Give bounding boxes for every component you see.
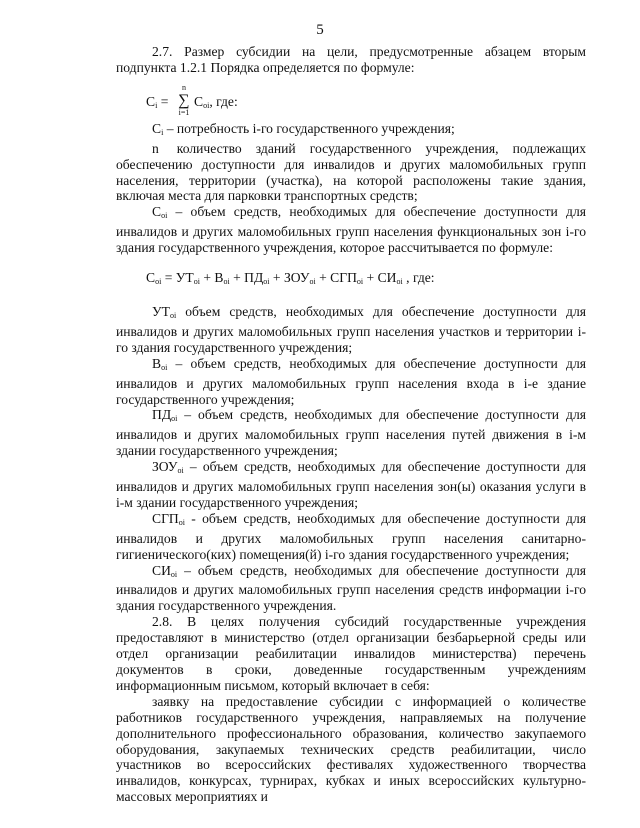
paragraph-2-8: 2.8. В целях получения субсидий государственные учреждения предоставляют в министерство (отдел организации безбарьерной среды или отдел организации реабилитации инвалидов министерства) перечень документов в сроки, доведенные государственным учреждениям информационным письмом, который включает в себя:: [116, 614, 586, 693]
definition-si: $СИ_{oi}$ – объем средств, необходимых для обеспечение доступности для инвалидов и других маломобильных групп населения средств информации i-го здания государственного учреждения.: [116, 562, 586, 614]
page-number: 5: [316, 22, 324, 38]
formula-ci-rhs: $C_{oi}$, где:: [194, 93, 238, 110]
definition-ci: $C_i$ – потребность i-го государственного учреждения;: [152, 120, 455, 137]
definition-ut: $УТ_{oi}$ объем средств, необходимых для обеспечение доступности для инвалидов и других маломобильных групп населения участков и территории i-го здания государственного учреждения;: [116, 303, 586, 355]
formula-ci: [146, 83, 586, 117]
definition-v: $В_{oi}$ – объем средств, необходимых для обеспечение доступности для инвалидов и других маломобильных групп населения входа в i-е здание государственного учреждения;: [116, 355, 586, 407]
document-body: [116, 44, 586, 805]
formula-ci-lhs: $C_i$ =: [146, 93, 169, 110]
definition-pd: $ПД_{oi}$ – объем средств, необходимых для обеспечение доступности для инвалидов и других маломобильных групп населения путей движения в i-м здании государственного учреждения;: [116, 407, 586, 459]
definition-sgp: $СГП_{oi}$ - объем средств, необходимых для обеспечение доступности для инвалидов и других маломобильных групп населения санитарно-гигиенического(ких) помещения(й) i-го здания государственного учреждения;: [116, 510, 586, 562]
definition-zou: $ЗОУ_{oi}$ – объем средств, необходимых для обеспечение доступности для инвалидов и других маломобильных групп населения зон(ы) оказания услуги в i-м здании государственного учреждения;: [116, 459, 586, 510]
paragraph-2-7: 2.7. Размер субсидии на цели, предусмотренные абзацем вторым подпункта 1.2.1 Порядка определяется по формуле:: [116, 44, 586, 75]
definition-coi: $C_{oi}$ – объем средств, необходимых для обеспечение доступности для инвалидов и других маломобильных групп населения функциональных зон i-го здания государственного учреждения, которое рассчитывается по формуле:: [116, 204, 586, 256]
formula-coi: $C_{oi} = УТ_{oi} + В_{oi} + ПД_{oi} + ЗОУ_{oi} + СГП_{oi} + СИ_{oi}$ , где:: [146, 270, 435, 287]
definition-n: n количество зданий государственного учреждения, подлежащих обеспечению доступности для инвалидов и других маломобильных групп населения, территории (участка), на которой расположены такие здания, включая места для парковки транспортных средств;: [116, 140, 586, 204]
sum-symbol: n ∑ i=1: [178, 82, 190, 117]
paragraph-application: заявку на предоставление субсидии с информацией о количестве работников государственного учреждения, направляемых на получение дополнительного профессионального образования, количество закупаемого оборудования, закупаемых технических средств реабилитации, число участников во всероссийских фестивалях художественного творчества инвалидов, конкурсах, турнирах, кубках и иных всероссийских культурно-массовых мероприятиях и: [116, 693, 586, 805]
